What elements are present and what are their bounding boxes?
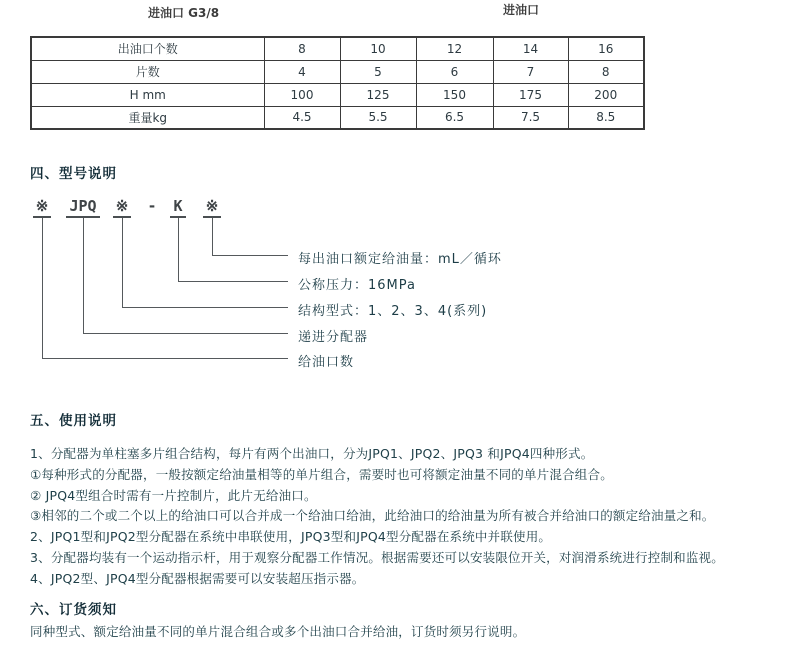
- table-cell: 175: [493, 83, 568, 106]
- model-token-pressure-k: K: [170, 198, 186, 218]
- usage-line: ①每种形式的分配器，一般按额定给油量相等的单片组合，需要时也可将额定油量不同的单片混合组合。: [30, 467, 613, 482]
- table-cell: 16: [568, 37, 644, 60]
- model-token-outlet-count: ※: [33, 198, 51, 218]
- table-cell: 8.5: [568, 106, 644, 129]
- table-cell: 12: [416, 37, 493, 60]
- model-token-oil-volume: ※: [203, 198, 221, 218]
- model-token-dash: -: [147, 197, 157, 215]
- section-heading-usage: 五、使用说明: [30, 413, 117, 429]
- leader-line: [83, 218, 84, 334]
- order-line: 同种型式、额定给油量不同的单片混合组合或多个出油口合并给油，订货时须另行说明。: [30, 624, 526, 639]
- leader-line: [212, 218, 213, 256]
- table-cell: 200: [568, 83, 644, 106]
- usage-line: 4、JPQ2型、JPQ4型分配器根据需要可以安装超压指示器。: [30, 571, 365, 586]
- usage-line: 2、JPQ1型和JPQ2型分配器在系统中串联使用，JPQ3型和JPQ4型分配器在系统中并联使用。: [30, 529, 552, 544]
- table-cell: 4: [264, 60, 340, 83]
- table-cell: 5.5: [340, 106, 416, 129]
- table-cell: 6.5: [416, 106, 493, 129]
- usage-line: ③相邻的二个或二个以上的给油口可以合并成一个给油口给油，此给油口的给油量为所有被合并给油口的额定给油量之和。: [30, 508, 715, 523]
- row-label-weight-kg: 重量kg: [31, 106, 264, 129]
- row-label-outlet-count: 出油口个数: [31, 37, 264, 60]
- inlet-port-right-label: 进油口: [503, 3, 540, 17]
- usage-line: 3、分配器均装有一个运动指示杆，用于观察分配器工作情况。根据需要还可以安装限位开关，对润滑系统进行控制和监视。: [30, 550, 724, 565]
- table-cell: 8: [568, 60, 644, 83]
- table-row: [31, 37, 644, 60]
- inlet-port-left-label: 进油口 G3/8: [148, 6, 220, 20]
- table-cell: 150: [416, 83, 493, 106]
- leader-line: [212, 255, 288, 256]
- callout-nominal-pressure: 公称压力：16MPa: [298, 278, 416, 293]
- table-cell: 8: [264, 37, 340, 60]
- usage-line: ② JPQ4型组合时需有一片控制片，此片无给油口。: [30, 488, 317, 503]
- leader-line: [122, 218, 123, 308]
- table-cell: 5: [340, 60, 416, 83]
- table-row: [31, 83, 644, 106]
- table-cell: 7.5: [493, 106, 568, 129]
- leader-line: [178, 281, 288, 282]
- section-heading-order: 六、订货须知: [30, 602, 117, 618]
- leader-line: [42, 218, 43, 359]
- leader-line: [83, 333, 288, 334]
- table-row: [31, 60, 644, 83]
- table-cell: 100: [264, 83, 340, 106]
- callout-structure-type: 结构型式：1、2、3、4(系列): [298, 304, 488, 319]
- callout-rated-oil-volume: 每出油口额定给油量：mL／循环: [298, 252, 502, 267]
- table-cell: 6: [416, 60, 493, 83]
- model-token-structure-type: ※: [113, 198, 131, 218]
- leader-line: [42, 358, 288, 359]
- table-cell: 7: [493, 60, 568, 83]
- row-label-plate-count: 片数: [31, 60, 264, 83]
- section-heading-model: 四、型号说明: [30, 166, 117, 182]
- leader-line: [178, 218, 179, 282]
- callout-progressive-distributor: 递进分配器: [298, 330, 369, 345]
- table-cell: 4.5: [264, 106, 340, 129]
- leader-line: [122, 307, 288, 308]
- table-cell: 14: [493, 37, 568, 60]
- table-cell: 125: [340, 83, 416, 106]
- model-token-series-jpq: JPQ: [66, 198, 100, 218]
- usage-line: 1、分配器为单柱塞多片组合结构，每片有两个出油口，分为JPQ1、JPQ2、JPQ3 和JPQ4四种形式。: [30, 446, 594, 461]
- table-cell: 10: [340, 37, 416, 60]
- row-label-h-mm: H mm: [31, 83, 264, 106]
- table-row: [31, 106, 644, 129]
- callout-oil-inlet-count: 给油口数: [298, 355, 355, 370]
- spec-table: [30, 36, 645, 130]
